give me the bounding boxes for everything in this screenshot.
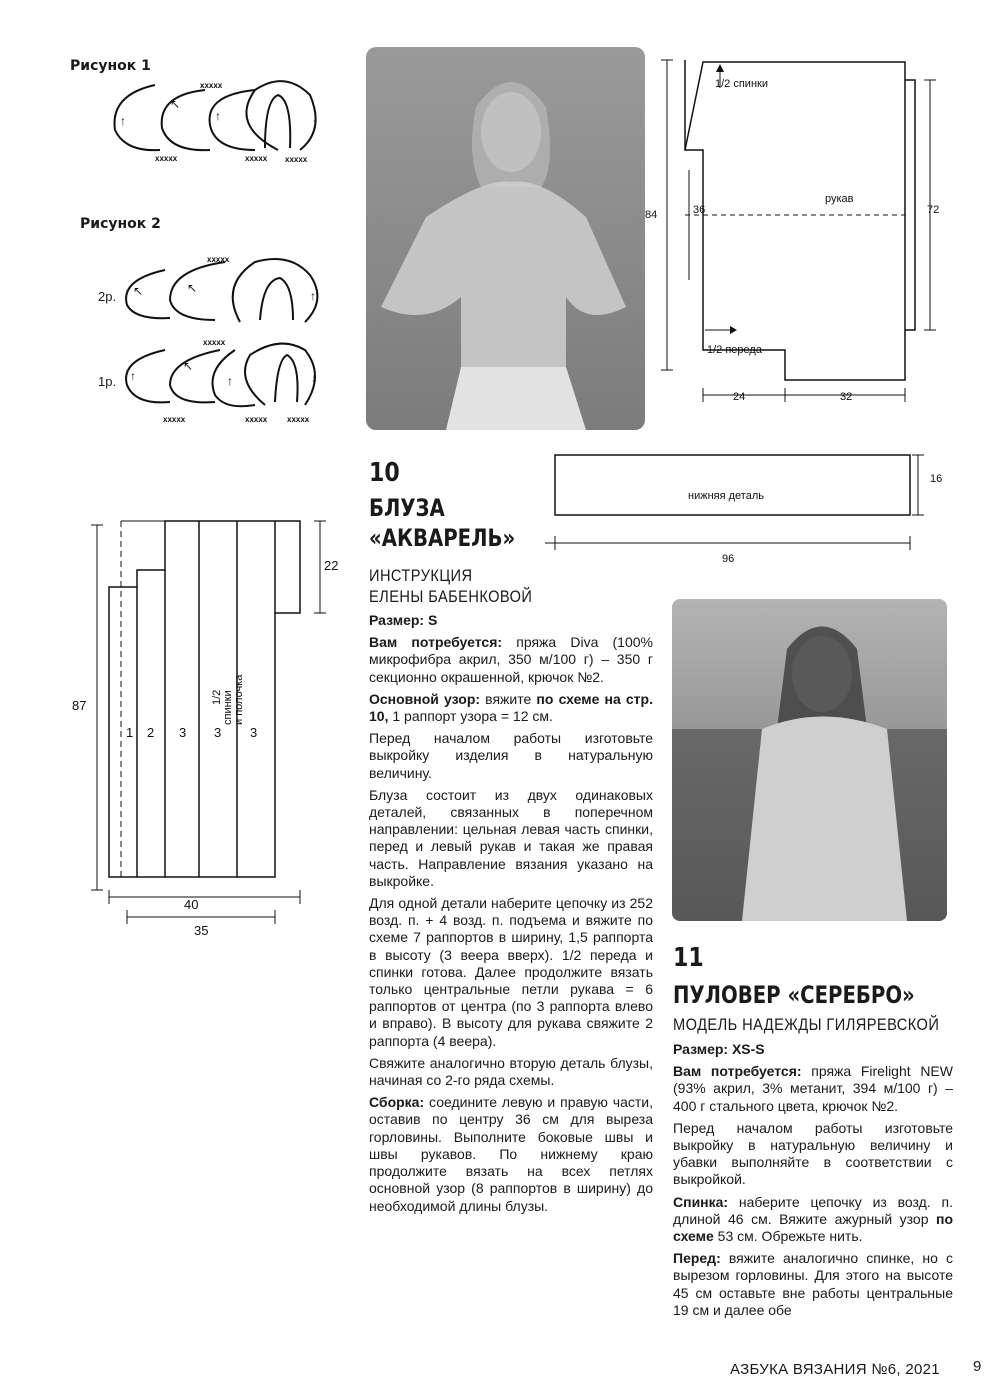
blouse-pattern-schematic xyxy=(645,50,965,415)
article-11-front-text: вяжите аналогично спинке, но с вырезом горловины. Для этого на высоте 45 см оставьте вне работы центральные 19 см и далее обе xyxy=(673,1250,953,1318)
svg-text:xxxxx: xxxxx xyxy=(163,415,186,424)
svg-text:2: 2 xyxy=(147,725,155,740)
svg-text:96: 96 xyxy=(722,553,735,565)
article-10-title-line2: «АКВАРЕЛЬ» xyxy=(369,524,516,552)
article-10-paragraph-1: Перед началом работы изготовьте выкройку изделия в натуральную величину. xyxy=(369,730,653,781)
article-10-paragraph-2: Блуза состоит из двух одинаковых деталей, связанных в поперечном направлении: цельная левая часть спинки, перед и левый рукав и такая же правая часть. Направление вязания указано на выкройке. xyxy=(369,786,653,889)
article-10-need-label: Вам потребуется: xyxy=(369,634,503,651)
svg-text:↑: ↑ xyxy=(215,109,221,123)
svg-text:xxxxx: xxxxx xyxy=(245,154,268,163)
bottom-piece-schematic xyxy=(540,450,960,565)
svg-text:xxxxx: xxxxx xyxy=(285,155,308,164)
article-11-back-bold: по схеме xyxy=(673,1210,953,1245)
svg-text:35: 35 xyxy=(194,923,209,938)
pullover-photo xyxy=(672,599,947,921)
svg-text:1/2 переда: 1/2 переда xyxy=(707,344,762,356)
article-11-author: МОДЕЛЬ НАДЕЖДЫ ГИЛЯРЕВСКОЙ xyxy=(673,1015,940,1034)
pullover-pattern-schematic xyxy=(72,505,362,945)
svg-text:3: 3 xyxy=(214,725,222,740)
article-11-body xyxy=(673,1041,953,1324)
article-10-pattern-label: Основной узор: xyxy=(369,690,481,707)
article-10-paragraph-4: Свяжите аналогично вторую деталь блузы, начиная со 2-го ряда схемы. xyxy=(369,1054,653,1089)
article-10-body xyxy=(369,612,653,1220)
magazine-footer: АЗБУКА ВЯЗАНИЯ №6, 2021 xyxy=(730,1361,940,1378)
svg-text:↑: ↑ xyxy=(130,369,136,383)
article-10-need-text: пряжа Diva (100% микрофибра акрил, 350 м/100 г) – 350 г секционно окрашенной, крючок №2. xyxy=(369,634,653,685)
svg-text:24: 24 xyxy=(733,391,746,403)
model-figure-illustration xyxy=(366,47,645,430)
article-10-pattern-text: вяжите xyxy=(480,690,537,707)
svg-text:1/2 спинки: 1/2 спинки xyxy=(715,78,768,90)
svg-text:рукав: рукав xyxy=(825,193,854,205)
article-11-back-text: наберите цепочку из возд. п. длиной 46 см. Вяжите ажурный узор xyxy=(673,1193,953,1227)
article-11-back-label: Спинка: xyxy=(673,1193,729,1210)
svg-text:72: 72 xyxy=(927,204,940,216)
article-11-front-label: Перед: xyxy=(673,1250,721,1267)
svg-text:↑: ↑ xyxy=(310,289,316,303)
svg-text:36: 36 xyxy=(693,204,706,216)
article-10-author-line2: ЕЛЕНЫ БАБЕНКОВОЙ xyxy=(369,587,533,606)
article-10-pattern-text-end: 1 раппорт узора = 12 см. xyxy=(388,708,553,725)
figure-2-title: Рисунок 2 xyxy=(80,216,161,232)
svg-text:спинки: спинки xyxy=(222,690,234,725)
svg-text:1: 1 xyxy=(126,725,134,740)
article-10-assembly-label: Сборка: xyxy=(369,1094,425,1111)
svg-text:3: 3 xyxy=(179,725,187,740)
svg-text:xxxxx: xxxxx xyxy=(155,154,178,163)
svg-text:↓: ↓ xyxy=(312,111,318,125)
figure-2-row1-label: 1р. xyxy=(98,374,117,389)
svg-text:xxxxx: xxxxx xyxy=(245,415,268,424)
svg-text:и полочка: и полочка xyxy=(233,674,245,725)
svg-text:xxxxx: xxxxx xyxy=(200,81,223,90)
article-10-assembly-text: соедините левую и правую части, оставив по центру 36 см для выреза горловины. Выполните боковые швы и швы рукавов. По нижнему краю продолжите вязать на всех петлях основной узор (8 раппортов в ширину) до необходимой длины блузы. xyxy=(369,1094,653,1214)
article-10-size: Размер: S xyxy=(369,612,438,628)
svg-text:22: 22 xyxy=(324,558,339,573)
svg-text:↖: ↖ xyxy=(170,97,181,111)
article-11-need-label: Вам потребуется: xyxy=(673,1063,802,1080)
figure-2-diagram xyxy=(115,250,355,430)
svg-text:↑: ↑ xyxy=(227,374,233,388)
svg-text:↖: ↖ xyxy=(133,284,144,298)
svg-text:xxxxx: xxxxx xyxy=(207,255,230,264)
svg-text:16: 16 xyxy=(930,473,943,485)
article-11-paragraph-1: Перед началом работы изготовьте выкройку в натуральную величину и убавки выполняйте в соответствии с выкройкой. xyxy=(673,1119,953,1188)
blouse-photo xyxy=(366,47,645,430)
article-10-title-line1: БЛУЗА xyxy=(369,494,445,522)
article-10-paragraph-3: Для одной детали наберите цепочку из 252 возд. п. + 4 возд. п. подъема и вяжите по схеме 7 раппортов в ширину, 1,5 раппорта в высоту (3 веера вверх). 1/2 переда и спинки готова. Далее продолжите вязать только центральные петли рукава = 6 раппортов от центра (по 3 раппорта влево и вправо). В высоту для рукава свяжите 2 раппорта (4 веера). xyxy=(369,895,653,1049)
svg-text:↖: ↖ xyxy=(183,359,194,373)
svg-text:1/2: 1/2 xyxy=(211,689,223,705)
figure-2-row2-label: 2р. xyxy=(98,289,117,304)
svg-text:xxxxx: xxxxx xyxy=(203,338,226,347)
article-11-size: Размер: XS-S xyxy=(673,1041,765,1057)
svg-text:40: 40 xyxy=(184,897,199,912)
svg-text:↖: ↖ xyxy=(187,281,198,295)
article-10-pattern-bold: по схеме на стр. 10, xyxy=(369,690,653,725)
figure-1-diagram xyxy=(100,70,340,180)
svg-text:↓: ↓ xyxy=(311,371,317,385)
svg-text:xxxxx: xxxxx xyxy=(287,415,310,424)
figure-1-title: Рисунок 1 xyxy=(70,58,151,74)
article-10-author-line1: ИНСТРУКЦИЯ xyxy=(369,566,473,585)
article-11-need-text: пряжа Firelight NEW (93% акрил, 3% метанит, 394 м/100 г) – 400 г стального цвета, крючок №2. xyxy=(673,1063,953,1114)
page-number: 9 xyxy=(973,1358,982,1375)
svg-text:3: 3 xyxy=(250,725,258,740)
article-11-number: 11 xyxy=(673,943,704,973)
svg-text:84: 84 xyxy=(645,209,658,221)
svg-text:нижняя деталь: нижняя деталь xyxy=(688,490,764,502)
article-11-title: ПУЛОВЕР «СЕРЕБРО» xyxy=(673,981,915,1009)
svg-text:87: 87 xyxy=(72,698,87,713)
article-10-number: 10 xyxy=(369,458,400,488)
model-figure-illustration-2 xyxy=(672,599,947,921)
svg-text:↑: ↑ xyxy=(120,114,126,128)
svg-text:32: 32 xyxy=(840,391,853,403)
article-11-back-text-end: 53 см. Обрежьте нить. xyxy=(713,1228,863,1245)
